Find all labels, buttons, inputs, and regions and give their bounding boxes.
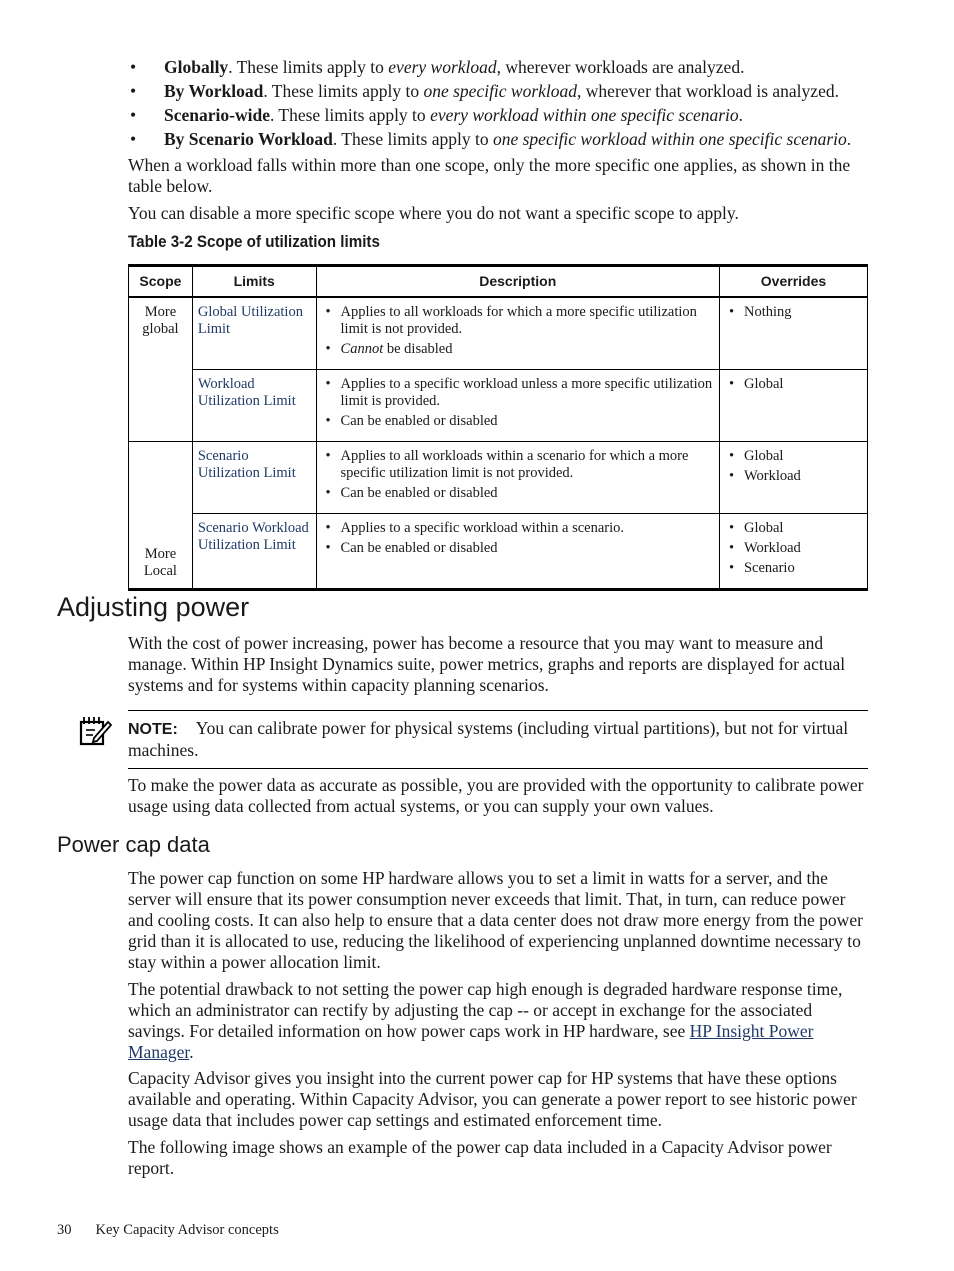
note-pencil-icon (78, 714, 112, 748)
power-cap-paragraph-3: Capacity Advisor gives you insight into the current power cap for HP systems that have these options available and operating. Within Capacity Advisor, you can generate a power report to see historic power usage data that includes power cap settings and estimated enforcement time. (128, 1068, 857, 1130)
power-cap-paragraph-4: The following image shows an example of the power cap data included in a Capacity Advisor power report. (128, 1137, 832, 1178)
table-header-row (129, 266, 868, 298)
scope-more-local: More Local (129, 442, 193, 590)
list-item: • Scenario (725, 560, 863, 577)
list-item: • Global (725, 376, 863, 393)
bullet-globally: • Globally. These limits apply to every workload, wherever workloads are analyzed. (128, 55, 873, 79)
power-cap-paragraph-1: The power cap function on some HP hardware allows you to set a limit in watts for a server, and the server will ensure that its power consumption never exceeds that limit. That, in turn, can reduce power and cooling costs. It can also help to ensure that a data center does not draw more energy from the power grid than it is allocated to use, reducing the likelihood of experiencing unplanned downtime necessary to stay within a power allocation limit. (128, 868, 863, 972)
scope-table (128, 264, 868, 591)
list-item: • Cannot be disabled (322, 341, 715, 358)
header-overrides: Overrides (719, 266, 867, 298)
scope-more-global: More global (129, 297, 193, 442)
list-item: • Global (725, 520, 863, 537)
power-intro-paragraph: With the cost of power increasing, power has become a resource that you may want to measure and manage. Within HP Insight Dynamics suite, power metrics, graphs and reports are displayed for actual systems and for systems within capacity planning scenarios. (128, 633, 846, 695)
list-item: • Applies to a specific workload within a scenario. (322, 520, 715, 537)
list-item: • Workload (725, 540, 863, 557)
limit-scenario-workload-utilization[interactable]: Scenario Workload Utilization Limit (192, 514, 316, 590)
note-box (128, 710, 868, 769)
section-title-power-cap-data: Power cap data (57, 832, 210, 857)
desc-workload (316, 370, 719, 442)
desc-scenario (316, 442, 719, 514)
scope-bullet-list (128, 55, 873, 151)
page-number: 30 (57, 1222, 72, 1238)
table-row (129, 297, 868, 370)
list-item: • Can be enabled or disabled (322, 540, 715, 557)
section-title-adjusting-power: Adjusting power (57, 592, 250, 622)
table-row (129, 514, 868, 590)
note-label: NOTE: (128, 721, 178, 738)
power-cap-paragraph-2: The potential drawback to not setting the power cap high enough is degraded hardware response time, which an administrator can rectify by adjusting the cap -- or accept in exchange for the associated savings. For detailed information on how power caps work in HP hardware, see HP Insight Power Manager. (128, 979, 843, 1062)
table-caption: Table 3-2 Scope of utilization limits (128, 233, 380, 251)
header-scope: Scope (129, 266, 193, 298)
table-row (129, 370, 868, 442)
hp-insight-power-manager-link[interactable]: HP Insight Power Manager (128, 1021, 814, 1062)
list-item: • Global (725, 448, 863, 465)
header-description: Description (316, 266, 719, 298)
bullet-scenario-wide: • Scenario-wide. These limits apply to every workload within one specific scenario. (128, 103, 873, 127)
list-item: • Nothing (725, 304, 863, 321)
list-item: • Can be enabled or disabled (322, 485, 715, 502)
desc-scenario-workload (316, 514, 719, 590)
disable-paragraph: You can disable a more specific scope where you do not want a specific scope to apply. (128, 203, 739, 223)
limit-scenario-utilization[interactable]: Scenario Utilization Limit (192, 442, 316, 514)
list-item: • Can be enabled or disabled (322, 413, 715, 430)
overrides-global (719, 297, 867, 370)
desc-global (316, 297, 719, 370)
list-item: • Workload (725, 468, 863, 485)
list-item: • Applies to all workloads within a scenario for which a more specific utilization limit is not provided. (322, 448, 715, 482)
header-limits: Limits (192, 266, 316, 298)
overrides-scenario (719, 442, 867, 514)
bullet-by-scenario-workload: • By Scenario Workload. These limits apply to one specific workload within one specific scenario. (128, 127, 873, 151)
page-footer (57, 1222, 279, 1239)
note-text: You can calibrate power for physical systems (including virtual partitions), but not for virtual machines. (128, 718, 849, 760)
limit-workload-utilization[interactable]: Workload Utilization Limit (192, 370, 316, 442)
chapter-title: Key Capacity Advisor concepts (95, 1222, 279, 1238)
bullet-by-workload: • By Workload. These limits apply to one specific workload, wherever that workload is analyzed. (128, 79, 873, 103)
list-item: • Applies to a specific workload unless a more specific utilization limit is provided. (322, 376, 715, 410)
table-row (129, 442, 868, 514)
scope-paragraph: When a workload falls within more than one scope, only the more specific one applies, as shown in the table below. (128, 155, 851, 196)
overrides-workload (719, 370, 867, 442)
calibrate-paragraph: To make the power data as accurate as possible, you are provided with the opportunity to calibrate power usage using data collected from actual systems, or you can supply your own values. (128, 775, 864, 816)
limit-global-utilization[interactable]: Global Utilization Limit (192, 297, 316, 370)
list-item: • Applies to all workloads for which a more specific utilization limit is not provided. (322, 304, 715, 338)
overrides-scenario-workload (719, 514, 867, 590)
